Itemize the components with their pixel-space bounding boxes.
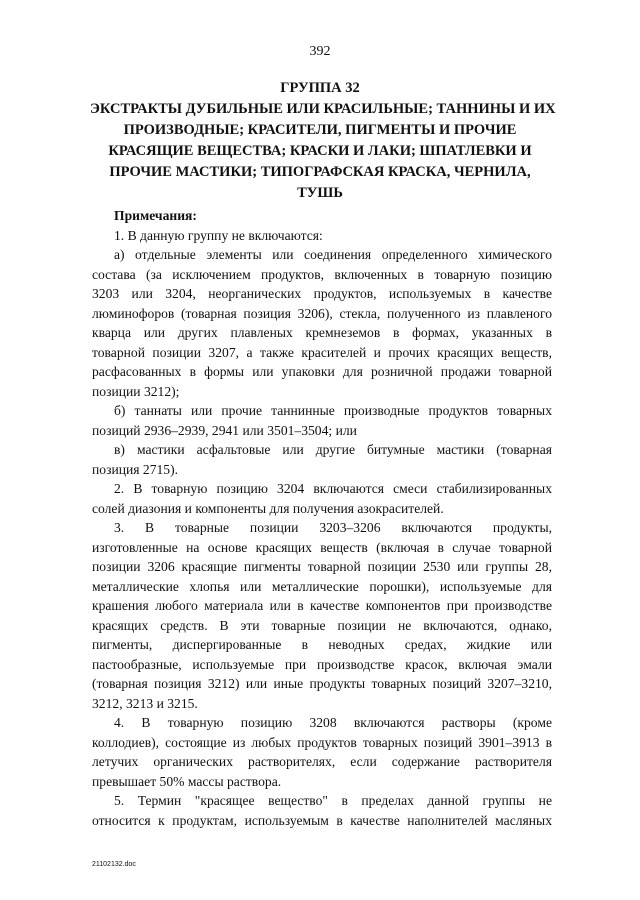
paragraph-line: пастообразные, используемые при производстве красок, включая эмали [92, 656, 552, 672]
paragraph-line: позиция 2715). [92, 461, 179, 477]
note-paragraph [92, 479, 552, 518]
group-heading [90, 78, 556, 204]
notes-paragraphs [92, 226, 552, 831]
paragraph-line: позиции 3206 красящие пигменты товарной позиции 2530 или группы 28, [92, 559, 552, 574]
paragraph-line: 1. В данную группу не включаются: [114, 227, 323, 243]
paragraph-line: люминофоров (товарная позиция 3206), стекла, полученного из плавленого [92, 305, 552, 321]
paragraph-line: позиций 2936–2939, 2941 или 3501–3504; или [92, 422, 357, 438]
paragraph-line: пигменты, диспергированные в неводных средах, жидкие или [92, 637, 552, 652]
note-paragraph [92, 440, 552, 479]
paragraph-line: коллодиев), состоящие из любых продуктов товарных позиций 3901–3913 в [92, 734, 552, 750]
paragraph-line: позиции 3212); [92, 383, 180, 399]
note-paragraph [92, 226, 552, 246]
group-title-line: КРАСЯЩИЕ ВЕЩЕСТВА; КРАСКИ И ЛАКИ; ШПАТЛЕВКИ И [108, 143, 532, 159]
paragraph-line: летучих органических растворителях, если содержание растворителя [92, 754, 552, 769]
paragraph-line: состава (за исключением продуктов, включенных в товарную позицию [92, 266, 552, 282]
group-number: ГРУППА 32 [280, 80, 360, 96]
paragraph-line: солей диазония и компоненты для получения азокрасителей. [92, 500, 444, 516]
paragraph-line: 3203 или 3204, неорганических продуктов, используемых в качестве [92, 286, 552, 301]
group-title-line: ТУШЬ [297, 185, 343, 201]
note-paragraph [92, 245, 552, 401]
paragraph-line: (товарная позиция 3212) или иные продукты товарных позиций 3207–3210, [92, 676, 552, 691]
paragraph-line: расфасованных в формы или упаковки для розничной продажи товарной [92, 364, 552, 379]
page-number: 392 [309, 44, 331, 59]
notes-section [92, 206, 552, 830]
paragraph-line: 4. В товарную позицию 3208 включаются растворы (кроме [114, 715, 552, 730]
paragraph-line: а) отдельные элементы или соединения определенного химического [114, 247, 552, 262]
footer-filename: 21102132.doc [92, 861, 136, 868]
note-paragraph [92, 791, 552, 830]
paragraph-line: кварца или других плавленых кремнеземов в формах, указанных в [92, 325, 552, 340]
paragraph-line: красящих средств. В эти товарные позиции не включаются, однако, [92, 617, 552, 633]
notes-title: Примечания: [114, 208, 197, 223]
paragraph-line: превышает 50% массы раствора. [92, 773, 282, 789]
note-paragraph [92, 518, 552, 713]
group-title-line: ПРОИЗВОДНЫЕ; КРАСИТЕЛИ, ПИГМЕНТЫ И ПРОЧИЕ [123, 122, 517, 138]
paragraph-line: относится к продуктам, используемым в качестве наполнителей масляных [92, 812, 552, 828]
paragraph-line: крашения любого материала или в качестве компонентов при производстве [92, 598, 552, 613]
paragraph-line: изготовленные на основе красящих веществ (включая в случае товарной [92, 539, 552, 555]
paragraph-line: 2. В товарную позицию 3204 включаются смеси стабилизированных [114, 481, 552, 496]
paragraph-line: 5. Термин "красящее вещество" в пределах данной группы не [114, 793, 552, 808]
paragraph-line: б) таннаты или прочие таннинные производные продуктов товарных [114, 403, 552, 418]
note-paragraph [92, 713, 552, 791]
group-title-line: ЭКСТРАКТЫ ДУБИЛЬНЫЕ ИЛИ КРАСИЛЬНЫЕ; ТАННИНЫ И ИХ [90, 101, 556, 117]
paragraph-line: 3212, 3213 и 3215. [92, 695, 198, 711]
paragraph-line: 3. В товарные позиции 3203–3206 включаются продукты, [114, 520, 552, 535]
paragraph-line: металлические хлопья или металлические порошки), используемые для [92, 578, 552, 594]
paragraph-line: в) мастики асфальтовые или другие битумные мастики (товарная [114, 442, 552, 457]
paragraph-line: товарной позиции 3207, а также красителей и прочих красящих веществ, [92, 344, 552, 360]
note-paragraph [92, 401, 552, 440]
group-title-line: ПРОЧИЕ МАСТИКИ; ТИПОГРАФСКАЯ КРАСКА, ЧЕРНИЛА, [109, 164, 531, 180]
